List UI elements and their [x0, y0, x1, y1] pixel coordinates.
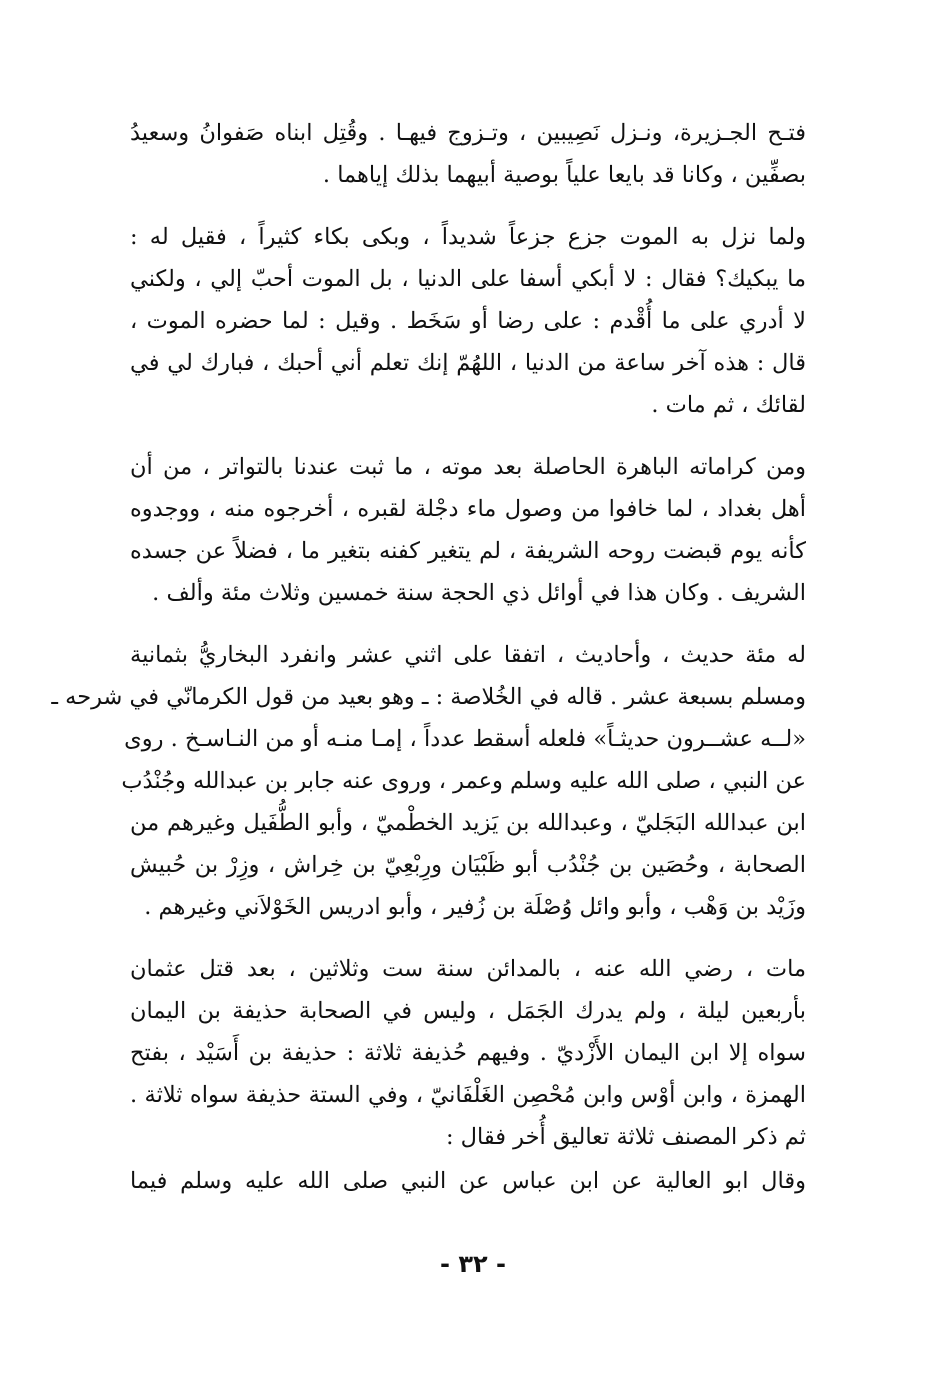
text-line: لا أدري على ما أُقْدم : على رضا أو سَخَط . وقيل : لما حضره الموت ،: [130, 308, 806, 334]
text-line: وقال ابو العالية عن ابن عباس عن النبي صلى الله عليه وسلم فيما: [130, 1168, 806, 1194]
text-line: سواه إلا ابن اليمان الأَزْديّ . وفيهم حُذيفة ثلاثة : حذيفة بن أَسَيْد ، بفتح: [130, 1040, 806, 1066]
page-text-body: [51, 112, 806, 1222]
text-line: كأنه يوم قبضت روحه الشريفة ، لم يتغير كفنه بتغير ما ، فضلاً عن جسده: [130, 538, 806, 564]
text-line: ابن عبدالله البَجَليّ ، وعبدالله بن يَزيد الخطْميّ ، وأبو الطُّفَيل وغيرهم من: [130, 810, 806, 836]
text-line: لقائك ، ثم مات .: [651, 392, 806, 418]
text-line: أهل بغداد ، لما خافوا من وصول ماء دجْلة لقبره ، أخرجوه منه ، ووجدوه: [130, 496, 806, 522]
text-line: قال : هذه آخر ساعة من الدنيا ، اللهُمّ إنك تعلم أني أحبك ، فبارك لي في: [130, 350, 806, 376]
text-line: ثم ذكر المصنف ثلاثة تعاليق أُخر فقال :: [445, 1124, 806, 1150]
text-line: وزَيْد بن وَهْب ، وأبو وائل وُصْلَة بن زُفير ، وأبو ادريس الخَوْلاَني وغيرهم .: [144, 894, 806, 920]
paragraph-3: [130, 446, 806, 614]
text-line: الهمزة ، وابن أوْس وابن مُحْصِن الغَلْفَانيّ ، وفي الستة حذيفة سواه ثلاثة .: [130, 1082, 806, 1108]
text-line: الصحابة ، وحُصَين بن جُنْدُب أبو ظَبْيَان ورِبْعِيّ بن خِراش ، وزِرْ بن حُبيش: [130, 852, 806, 878]
text-line: ما يبكيك؟ فقال : لا أبكي أسفا على الدنيا ، بل الموت أحبّ إلي ، ولكني: [130, 266, 806, 292]
text-line: عن النبي ، صلى الله عليه وسلم وعمر ، وروى عنه جابر بن عبدالله وجُنْدُب: [121, 768, 806, 794]
text-line: ومسلم بسبعة عشر . قاله في الخُلاصة : ـ وهو بعيد من قول الكرمانّي في شرحه ـ: [51, 684, 806, 710]
text-line: ومن كراماته الباهرة الحاصلة بعد موته ، ما ثبت عندنا بالتواتر ، من أن: [130, 454, 806, 480]
text-line: له مئة حديث ، وأحاديث ، اتفقا على اثني عشر وانفرد البخاريُّ بثمانية: [130, 642, 806, 668]
text-line: ولما نزل به الموت جزع جزعاً شديداً ، وبكى بكاء كثيراً ، فقيل له :: [130, 224, 806, 250]
text-line: «لــه عشــرون حديثـاً» فلعله أسقط عدداً ، إمـا منـه أو من النـاسـخ . روى: [124, 726, 806, 752]
paragraph-4: [51, 634, 806, 928]
text-line: بصفِّين ، وكانا قد بايعا علياً بوصية أبيهما بذلك إياهما .: [322, 162, 806, 188]
text-line: الشريف . وكان هذا في أوائل ذي الحجة سنة خمسين وثلاث مئة وألف .: [152, 580, 806, 606]
text-line: بأربعين ليلة ، ولم يدرك الجَمَل ، وليس في الصحابة حذيفة بن اليمان: [130, 998, 806, 1024]
paragraph-6: [130, 1160, 806, 1202]
text-line: فتـح الجـزيرة، ونـزل نَصِيبين ، وتـزوج فيهـا . وقُتِل ابناه صَفوانُ وسعيدُ: [130, 120, 806, 146]
page-number: - ٣٢ -: [440, 1250, 506, 1278]
text-line: مات ، رضي الله عنه ، بالمدائن سنة ست وثلاثين ، بعد قتل عثمان: [130, 956, 806, 982]
paragraph-5: [130, 948, 806, 1158]
paragraph-2: [130, 216, 806, 426]
paragraph-1: [130, 112, 806, 196]
